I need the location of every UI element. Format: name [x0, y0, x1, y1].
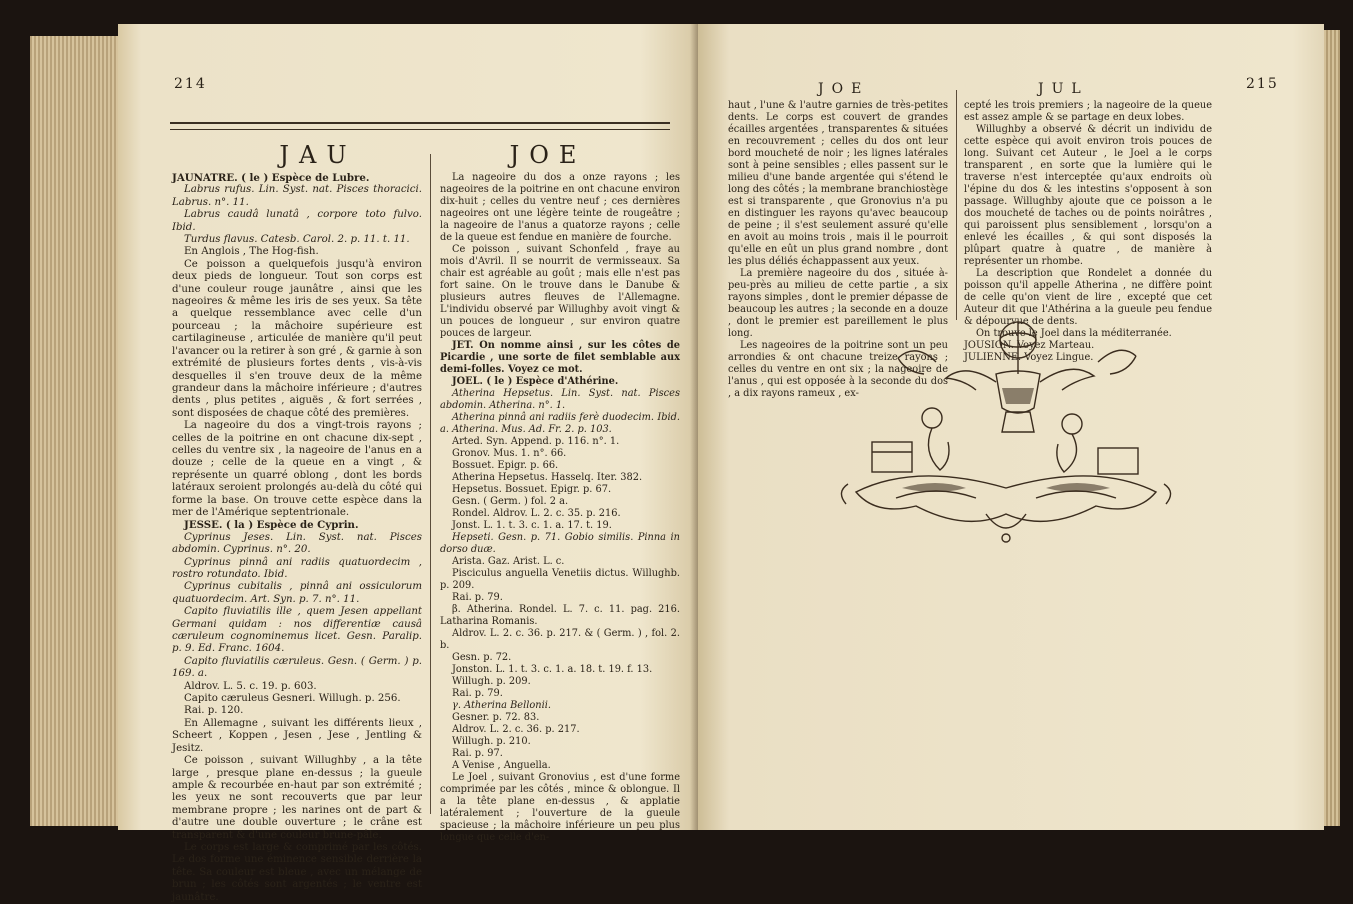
text-line: Willugh. p. 209.	[452, 676, 531, 687]
right-page	[698, 24, 1324, 830]
paragraph: En Allemagne , suivant les différents lieux , Scheert , Koppen , Jesen , Jese , Jentling & Jesitz.	[172, 717, 422, 754]
leaf-icon	[946, 371, 996, 390]
text-line: Aldrov. L. 2. c. 36. p. 217. & ( Germ. ) , fol. 2. b.	[440, 628, 680, 651]
text-line: En Anglois , The Hog-fish.	[184, 246, 319, 258]
entry-heading: JET. On nomme ainsi , sur les côtes de Picardie , une sorte de filet semblable aux demi-folles. Voyez ce mot.	[440, 340, 680, 375]
column-divider	[956, 90, 957, 320]
paragraph: Ce poisson a quelquefois jusqu'à environ deux pieds de longueur. Tout son corps est d'une couleur rouge jaunâtre , ainsi que les nageoires & même les iris de ses yeux. Sa tête a quelque ressemblance avec celle d'un pourceau ; la mâchoire supérieure est cartilagineuse , articulée de manière qu'il peut l'avancer ou la retirer à son gré , & garnie à son extrémité de plusieurs fortes dents , vis-à-vis desquelles il s'en trouve deux de la même grandeur dans la mâchoire inférieure ; d'autres dents , plus petites , aiguës , & fort serrées , sont disposées de chaque côté des premières.	[172, 258, 422, 419]
text-line: Hepseti. Gesn. p. 71. Gobio similis. Pinna in dorso duæ.	[440, 532, 680, 555]
text-line: Capito fluviatilis cæruleus. Gesn. ( Germ. ) p. 169. a.	[172, 655, 422, 680]
paragraph: cepté les trois premiers ; la nageoire de la queue est assez ample & se partage en deux lobes.	[964, 100, 1212, 123]
page-edges-left	[30, 36, 120, 826]
page-number-left: 214	[174, 76, 207, 92]
text-line: Capito cæruleus Gesneri. Willugh. p. 256.	[184, 693, 401, 705]
paragraph: Le corps est large & comprimé par les côtés. Le dos forme une éminence sensible derrière la tête. Sa couleur est bleue , avec un mélange de brun ; les côtés sont argentés ; le ventre est jaunâtre.	[172, 841, 422, 903]
text-line: Rai. p. 79.	[452, 592, 503, 603]
text-line: Rondel. Aldrov. L. 2. c. 35. p. 216.	[452, 508, 621, 519]
text-line: Labrus rufus. Lin. Syst. nat. Pisces thoracici. Labrus. n°. 11.	[172, 184, 422, 208]
text-line: Bossuet. Epigr. p. 66.	[452, 460, 559, 471]
paragraph: Les nageoires de la poitrine sont un peu arrondies & ont chacune treize rayons ; celles du ventre en ont six ; la nageoire de l'anus , qui est opposée à la seconde du dos , a dix rayons rameux , ex-	[728, 340, 948, 399]
paragraph: Willughby a observé & décrit un individu de cette espèce qui avoit environ trois pouces de long. Suivant cet Auteur , le Joel a le corps transparent , en sorte que la lumière qui le traverse n'est interceptée qu'aux endroits où l'épine du dos & les intestins s'opposent à son passage. Willughby ajoute que ce poisson a le dos moucheté de taches ou de points noirâtres , qui paroissent plus sensiblement , lorsqu'on a enlevé les écailles , & qui sont disposés la plûpart quatre à quatre , de manière à représenter un rhombe.	[964, 124, 1212, 267]
text-line: Atherina Hepsetus. Lin. Syst. nat. Pisces abdomin. Atherina. n°. 1.	[440, 388, 680, 411]
text-line: γ. Atherina Bellonii.	[452, 700, 551, 711]
entry-heading: JESSE. ( la ) Espèce de Cyprin.	[184, 519, 359, 532]
cherub-left-icon	[922, 408, 942, 428]
left-page	[118, 24, 698, 903]
header-rule	[170, 122, 670, 130]
text-line: Gesn. p. 72.	[452, 652, 512, 663]
text-line: Capito fluviatilis ille , quem Jesen appellant Germani quidam : nos differentiæ causâ cæruleum cognominemus licet. Gesn. Paralip. p. 9. Ed. Franc. 1604.	[172, 606, 422, 655]
paragraph: Ce poisson , suivant Schonfeld , fraye au mois d'Avril. Il se nourrit de vermisseaux. Sa chair est agréable au goût ; mais elle n'est pas fort saine. On le trouve dans le Danube & plusieurs autres fleuves de l'Allemagne. L'individu observé par Willughby avoit vingt & un pouces de longueur , sur environ quatre pouces de largeur.	[440, 244, 680, 339]
text-line: Cyprinus Jeses. Lin. Syst. nat. Pisces abdomin. Cyprinus. n°. 20.	[172, 531, 422, 556]
paragraph: On trouve le Joel dans la méditerranée.	[976, 328, 1172, 339]
cherub-right-icon	[1062, 414, 1082, 434]
paragraph: La description que Rondelet a donnée du poisson qu'il appelle Atherina , ne diffère point de celle qu'on vient de lire , excepté que cet Auteur dit que l'Athérina a la gueule peu fendue & dépourvue de dents.	[964, 268, 1212, 327]
text-line: Rai. p. 120.	[184, 705, 244, 717]
text-line: β. Atherina. Rondel. L. 7. c. 11. pag. 216. Latharina Romanis.	[440, 604, 680, 627]
text-line: Hepsetus. Bossuet. Epigr. p. 67.	[452, 484, 612, 495]
left-column-1	[172, 172, 422, 904]
paragraph: Le Joel , suivant Gronovius , est d'une forme comprimée par les côtés , mince & oblongue. Il a la tête plane en-dessus , & applatie latéralement ; l'ouverture de la gueule spacieuse ; la mâchoire inférieure un peu plus longue que celle d'en-	[440, 772, 680, 843]
entry-heading: JOEL. ( le ) Espèce d'Athérine.	[452, 376, 619, 387]
entry-heading: JULIENNE. Voyez Lingue.	[964, 352, 1094, 363]
text-line: Atherina Hepsetus. Hasselq. Iter. 382.	[452, 472, 643, 483]
text-line: Cyprinus pinnâ ani radiis quatuordecim , rostro rotundato. Ibid.	[172, 556, 422, 580]
text-line: Jonston. L. 1. t. 3. c. 1. a. 18. t. 19. f. 13.	[452, 664, 653, 675]
text-line: Labrus caudâ lunatâ , corpore toto fulvo. Ibid.	[172, 209, 422, 233]
text-line: Arista. Gaz. Arist. L. c.	[452, 556, 565, 567]
text-line: Atherina pinnâ ani radiis ferè duodecim. Ibid. a. Atherina. Mus. Ad. Fr. 2. p. 103.	[440, 412, 680, 435]
vignette-illustration	[836, 292, 1176, 562]
page-edges-right	[1322, 30, 1340, 826]
text-line: Aldrov. L. 2. c. 36. p. 217.	[452, 724, 580, 735]
column-title-joe: JOE	[509, 141, 587, 169]
text-line: Gesn. ( Germ. ) fol. 2 a.	[452, 496, 569, 507]
text-line: Pisciculus anguella Venetiis dictus. Willughb. p. 209.	[440, 568, 680, 591]
entry-heading: JAUNATRE. ( le ) Espèce de Lubre.	[172, 172, 370, 184]
paragraph: Ce poisson , suivant Willughby , a la tête large , presque plane en-dessus ; la gueule ample & recourbée en-haut par son extrémité ; les yeux ne sont recouverts que par leur membrane propre ; les narines ont de part & d'autre une double ouverture ; le crâne est transparent & d'une couleur brune-pâle.	[172, 755, 422, 841]
entry-heading: JOUSION. Voyez Marteau.	[964, 340, 1095, 351]
text-line: Rai. p. 97.	[452, 748, 503, 759]
scroll-ornament	[856, 476, 1156, 521]
paragraph: La première nageoire du dos , située à-peu-près au milieu de cette partie , a six rayons simples , dont le premier dépasse de beaucoup les autres ; la seconde en a douze , dont le premier est pareillement le plus long.	[728, 268, 948, 339]
text-line: A Venise , Anguella.	[452, 760, 551, 771]
text-line: Turdus flavus. Catesb. Carol. 2. p. 11. t. 11.	[184, 234, 410, 246]
text-line: Willugh. p. 210.	[452, 736, 531, 747]
column-title-jau: JAU	[279, 141, 357, 169]
paragraph: haut , l'une & l'autre garnies de très-petites dents. Le corps est couvert de grandes écailles argentées , transparentes & situées en recouvrement ; celles du dos ont leur bord moucheté de noir ; les lignes latérales sont à peine sensibles ; elles passent sur le milieu d'une bande argentée qui s'étend le long des côtés ; la membrane branchiostège est si transparente , que Gronovius n'a pu en distinguer les rayons qu'avec beaucoup de peine ; il s'est seulement assuré qu'elle en avoit au moins trois , mais il le pourroit qu'elle en eût un plus grand nombre , dont les plus déliés échappassent aux yeux.	[728, 100, 948, 267]
text-line: Cyprinus cubitalis , pinnâ ani ossiculorum quatuordecim. Art. Syn. p. 7. n°. 11.	[172, 581, 422, 605]
text-line: Aldrov. L. 5. c. 19. p. 603.	[184, 680, 317, 692]
text-line: Arted. Syn. Append. p. 116. n°. 1.	[452, 436, 620, 447]
column-divider	[430, 154, 431, 814]
left-column-2	[440, 172, 680, 844]
text-line: Gronov. Mus. 1. n°. 66.	[452, 448, 567, 459]
page-number-right: 215	[1246, 76, 1279, 92]
text-line: Rai. p. 79.	[452, 688, 503, 699]
paragraph: La nageoire du dos a onze rayons ; les nageoires de la poitrine en ont chacune environ dix-huit ; celles du ventre neuf ; ces dernières nageoires ont une légère teinte de rougeâtre ; la nageoire de l'anus a quatorze rayons ; celle de la queue est fendue en manière de fourche.	[440, 172, 680, 243]
running-head-jul: JUL	[1038, 81, 1089, 97]
books-icon	[872, 442, 912, 472]
text-line: Gesner. p. 72. 83.	[452, 712, 540, 723]
paragraph: La nageoire du dos a vingt-trois rayons ; celles de la poitrine en ont chacune dix-sept , celles du ventre six , la nageoire de l'anus en a douze ; celle de la queue en a vingt , & représente un quarré oblong , dont les bords latéraux seroient prolongés au-delà du côté qui forme la base. On trouve cette espèce dans la mer de l'Amérique septentrionale.	[172, 420, 422, 518]
running-head-joe: JOE	[818, 81, 870, 97]
text-line: Jonst. L. 1. t. 3. c. 1. a. 17. t. 19.	[452, 520, 612, 531]
